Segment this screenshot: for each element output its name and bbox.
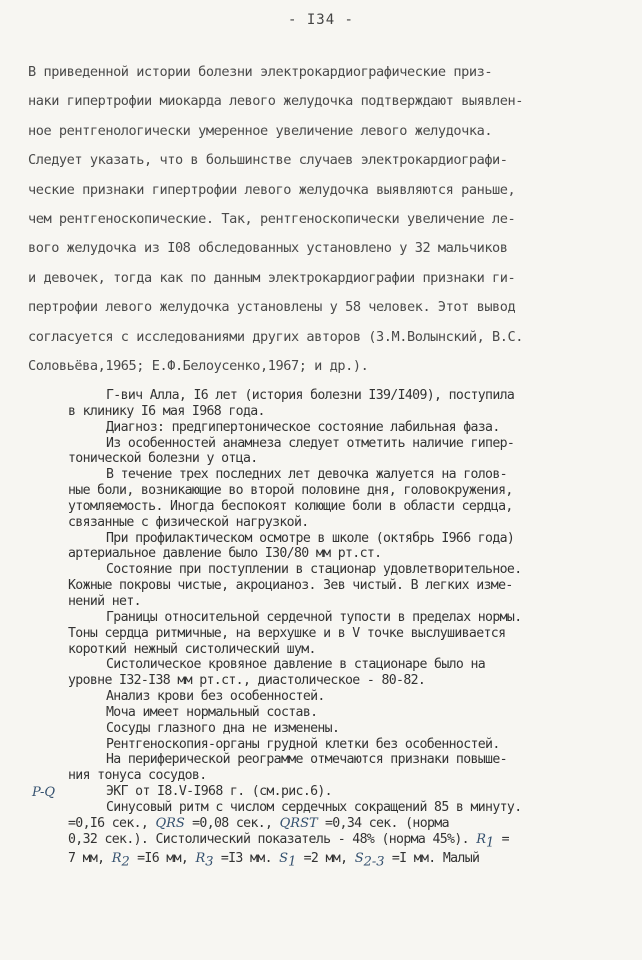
ecg-r2-value: =I6 мм, xyxy=(137,851,189,867)
case-report-line: утомляемость. Иногда беспокоят колющие боли в области сердца, xyxy=(68,498,513,514)
case-report-line: артериальное давление было I30/80 мм рт.ст. xyxy=(68,546,382,562)
ecg-qrst-value: =0,34 сек. (норма xyxy=(324,815,449,831)
ecg-qrst-label: QRST xyxy=(279,815,318,831)
main-text-line: ное рентгенологически умеренное увеличение левого желудочка. xyxy=(28,122,493,139)
main-text-line: пертрофии левого желудочка установлены у 58 человек. Этот вывод xyxy=(28,299,516,316)
main-text-line: и девочек, тогда как по данным электрокардиографии признаки ги- xyxy=(28,269,516,286)
case-report-line: короткий нежный систолический шум. xyxy=(68,641,316,657)
case-report-line: Из особенностей анамнеза следует отметить наличие гипер- xyxy=(106,435,515,451)
case-report-line: Синусовый ритм с числом сердечных сокращений 85 в минуту. xyxy=(106,799,522,815)
case-report-line: ния тонуса сосудов. xyxy=(68,768,207,784)
ecg-qrs-value: =0,08 сек., xyxy=(192,815,273,831)
ecg-systolic-index: 0,32 сек.). Систолический показатель - 48% (норма 45%). xyxy=(68,831,469,847)
case-report-line: Моча имеет нормальный состав. xyxy=(106,704,318,720)
main-text-line: Следует указать, что в большинстве случаев электрокардиографи- xyxy=(28,152,508,169)
case-report-line: Сосуды глазного дна не изменены. xyxy=(106,720,340,736)
case-report-line: Тоны сердца ритмичные, на верхушке и в V точке выслушивается xyxy=(68,625,506,641)
case-report-line: Границы относительной сердечной тупости в пределах нормы. xyxy=(106,609,522,625)
case-report-line: Систолическое кровяное давление в стационаре было на xyxy=(106,657,486,673)
case-report-line: Анализ крови без особенностей. xyxy=(106,689,325,705)
case-report-line: ЭКГ от I8.V-I968 г. (см.рис.6). xyxy=(106,784,332,800)
case-report-lines xyxy=(68,388,616,816)
ecg-s1-label: S xyxy=(279,851,289,867)
ecg-r1-value: 7 мм, xyxy=(68,851,105,867)
main-text-line: вого желудочка из I08 обследованных установлено у 32 мальчиков xyxy=(28,240,508,257)
margin-note-pq: P-Q xyxy=(32,785,56,800)
main-text-line: Соловьёва,1965; Е.Ф.Белоусенко,1967; и др.). xyxy=(28,358,369,375)
main-text-line: наки гипертрофии миокарда левого желудочка подтверждают выявлен- xyxy=(28,93,523,110)
ecg-r2-label: R xyxy=(111,851,122,867)
case-report-line: нений нет. xyxy=(68,593,141,609)
ecg-line-1 xyxy=(68,816,616,832)
ecg-line-3 xyxy=(68,851,616,870)
case-report-line: связанные с физической нагрузкой. xyxy=(68,514,309,530)
case-report-line: ные боли, возникающие во второй половине дня, головокружения, xyxy=(68,483,513,499)
ecg-r1-label: R xyxy=(476,831,487,847)
case-report-line: уровне I32-I38 мм рт.ст., диастолическое - 80-82. xyxy=(68,673,426,689)
ecg-r1-eq: = xyxy=(501,831,509,847)
ecg-r3-value: =I3 мм. xyxy=(220,851,272,867)
main-text-line: ческие признаки гипертрофии левого желудочка выявляются раньше, xyxy=(28,181,516,198)
case-report-line: в клинику I6 мая I968 года. xyxy=(68,403,265,419)
case-report-line: Диагноз: предгипертоническое состояние лабильная фаза. xyxy=(106,419,500,435)
page-number: - I34 - xyxy=(287,12,354,28)
ecg-s1-value: =2 мм, xyxy=(303,851,348,867)
ecg-r2-sub: 2 xyxy=(121,854,130,870)
ecg-s23-label: S xyxy=(354,851,364,867)
main-text-line: В приведенной истории болезни электрокардиографические приз- xyxy=(28,64,493,80)
case-report-line: тонической болезни у отца. xyxy=(68,451,258,467)
ecg-s23-sub: 2-3 xyxy=(363,854,385,870)
ecg-s1-sub: 1 xyxy=(288,854,297,870)
main-text xyxy=(28,58,608,381)
ecg-pq-value: =0,I6 сек., xyxy=(68,815,149,831)
case-report xyxy=(68,388,616,871)
case-report-line: Состояние при поступлении в стационар удовлетворительное. xyxy=(106,562,522,578)
case-report-line: Кожные покровы чистые, акроцианоз. Зев чистый. В легких изме- xyxy=(68,578,513,594)
main-text-line: чем рентгеноскопические. Так, рентгеноскопически увеличение ле- xyxy=(28,211,516,228)
case-report-line: На периферической реограмме отмечаются признаки повыше- xyxy=(106,752,507,768)
ecg-qrs-label: QRS xyxy=(155,815,185,831)
case-report-line: Рентгеноскопия-органы грудной клетки без особенностей. xyxy=(106,736,500,752)
ecg-line-2: 0,32 сек.). Систолический показатель - 48% (норма 45%). $R_1$ = xyxy=(68,831,509,851)
main-text-line: согласуется с исследованиями других авторов (З.М.Волынский, В.С. xyxy=(28,328,523,345)
ecg-s23-value: =I мм. Малый xyxy=(391,851,480,867)
case-report-line: При профилактическом осмотре в школе (октябрь I966 года) xyxy=(106,530,515,546)
ecg-r3-sub: 3 xyxy=(205,854,214,870)
case-report-line: Г-вич Алла, I6 лет (история болезни I39/I409), поступила xyxy=(106,388,515,403)
ecg-r3-label: R xyxy=(195,851,206,867)
case-report-line: В течение трех последних лет девочка жалуется на голов- xyxy=(106,467,507,483)
